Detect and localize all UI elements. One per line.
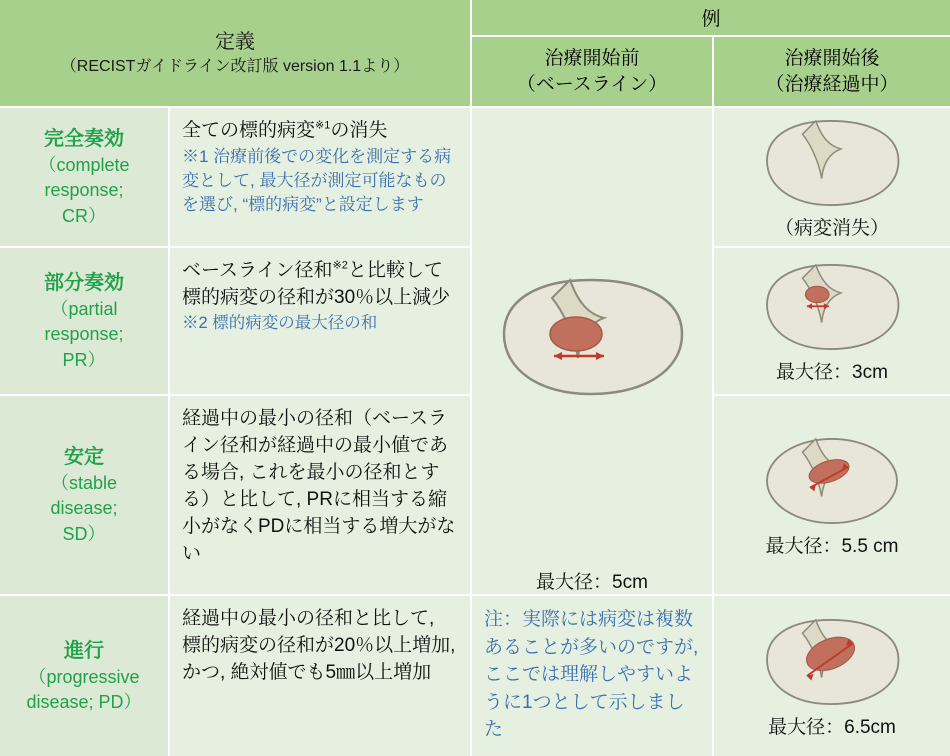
header-example-after-line1: 治療開始後 (784, 47, 880, 69)
after-example-pr (714, 248, 950, 396)
baseline-example (472, 108, 714, 596)
after-caption-sd: 最大径：5.5 cm (765, 535, 899, 557)
category-cr-en2: response; (44, 180, 124, 201)
category-sd-en3: SD） (62, 523, 106, 544)
header-definition (0, 0, 472, 108)
liver-no-lesion-icon (757, 115, 907, 211)
category-cr-jp: 完全奏効 (44, 128, 124, 151)
definition-pr-main: ベースライン径和 (182, 260, 333, 281)
after-caption-cr: （病変消失） (774, 217, 889, 239)
category-pr-en3: PR） (62, 349, 106, 370)
category-pd (0, 596, 170, 756)
after-caption-pd: 最大径：6.5cm (768, 716, 896, 738)
category-pr-en2: response; (44, 324, 124, 345)
definition-sd-main: 経過中の最小の径和（ベースライン径和が経過中の最小値である場合, これを最小の径和とする）と比して, PRに相当する縮小がなくPDに相当する増大がない (182, 408, 456, 564)
baseline-caption: 最大径：5cm (536, 572, 648, 593)
liver-large-lesion-icon (757, 614, 907, 710)
header-example-before-line1: 治療開始前 (544, 47, 640, 69)
header-example-before-line2: （ベースライン） (516, 73, 668, 95)
after-illustration-pr (757, 248, 907, 394)
definition-cr-main2: の消失 (330, 120, 388, 141)
definition-cr-main: 全ての標的病変 (182, 120, 316, 141)
definition-cr-sup: ※1 (315, 119, 331, 132)
definition-cr (170, 108, 472, 248)
after-illustration-pd (757, 596, 907, 756)
header-definition-title: 定義 (215, 30, 255, 53)
header-example (472, 0, 950, 108)
liver-lesion-baseline-icon (492, 272, 692, 402)
category-sd (0, 396, 170, 596)
category-pd-jp: 進行 (64, 639, 104, 662)
definition-pr (170, 248, 472, 396)
footnote-note (472, 596, 714, 756)
header-example-after-line2: （治療経過中） (765, 73, 899, 95)
category-pd-en2: disease; PD） (26, 692, 142, 712)
liver-small-lesion-icon (757, 259, 907, 355)
category-pr-jp: 部分奏効 (44, 272, 124, 295)
definition-sd (170, 396, 472, 596)
definition-pd-main: 経過中の最小の径和と比して, 標的病変の径和が20％以上増加, かつ, 絶対値でも5㎜以上増加 (182, 608, 456, 683)
after-example-cr (714, 108, 950, 248)
category-sd-en1: （stable (50, 473, 118, 494)
header-example-after (714, 37, 950, 106)
after-illustration-sd (757, 396, 907, 594)
baseline-illustration (492, 108, 692, 565)
definition-pd (170, 596, 472, 756)
category-pr-en1: （partial (50, 299, 118, 320)
after-example-pd (714, 596, 950, 756)
header-example-title: 例 (472, 0, 950, 37)
category-pr (0, 248, 170, 396)
footnote-text: 注：実際には病変は複数あることが多いのですが, ここでは理解しやすいように1つとして示しました (484, 609, 699, 741)
definition-pr-main2: と比較して標的病変の径和が30％以上減少 (182, 260, 451, 308)
category-cr-en1: （complete (38, 155, 130, 176)
category-pd-en1: （progressive (28, 666, 140, 687)
category-sd-en2: disease; (50, 498, 118, 519)
category-sd-jp: 安定 (64, 446, 104, 469)
category-cr (0, 108, 170, 248)
after-illustration-cr (757, 108, 907, 246)
definition-pr-note: ※2 標的病変の最大径の和 (182, 313, 378, 332)
after-caption-pr: 最大径：3cm (776, 361, 888, 383)
definition-pr-sup: ※2 (332, 259, 348, 272)
after-example-sd (714, 396, 950, 596)
header-definition-subtitle: （RECISTガイドライン改訂版 version 1.1より） (60, 57, 410, 75)
definition-cr-note: ※1 治療前後での変化を測定する病変として, 最大径が測定可能なものを選び, “標的病変”と設定します (182, 146, 452, 215)
liver-stable-lesion-icon (757, 433, 907, 529)
header-example-before (472, 37, 714, 106)
category-cr-en3: CR） (62, 205, 106, 226)
